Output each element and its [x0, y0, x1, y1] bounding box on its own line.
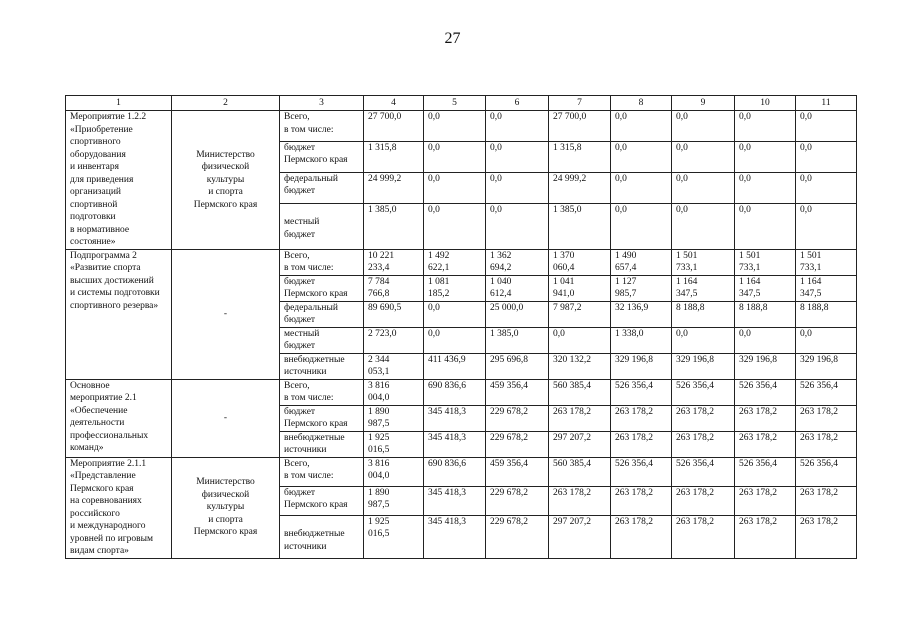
funding-source-cell — [280, 111, 364, 142]
page-number: 27 — [444, 30, 461, 47]
amount-cell: 0,0 — [549, 327, 611, 353]
amount-cell: 690 836,6 — [424, 457, 486, 486]
column-header: 2 — [172, 96, 280, 111]
amount-cell: 263 178,2 — [611, 515, 672, 558]
amount-cell: 526 356,4 — [672, 457, 735, 486]
amount-cell: 0,0 — [611, 203, 672, 249]
amount-cell: 1 041 941,0 — [549, 275, 611, 301]
amount-cell: 0,0 — [735, 141, 796, 172]
activity-name-line: команд» — [70, 443, 104, 453]
activity-name-line: оборудования — [70, 149, 126, 160]
activity-name-line: Подпрограмма 2 — [70, 250, 137, 261]
funding-source-line: Всего, — [284, 250, 310, 261]
activity-name-cell — [66, 111, 172, 250]
activity-name-line: организаций — [70, 187, 122, 197]
amount-cell: 263 178,2 — [672, 405, 735, 431]
table-row — [66, 249, 857, 275]
amount-cell: 297 207,2 — [549, 431, 611, 457]
amount-cell: 1 890 987,5 — [364, 405, 424, 431]
funding-source-line: бюджет — [284, 406, 316, 417]
amount-cell: 27 700,0 — [549, 111, 611, 142]
amount-cell: 0,0 — [486, 203, 549, 249]
funding-source-cell — [280, 353, 364, 379]
amount-cell: 526 356,4 — [611, 457, 672, 486]
activity-name-line: уровней по игровым — [70, 533, 154, 544]
amount-cell: 263 178,2 — [796, 431, 857, 457]
amount-cell: 295 696,8 — [486, 353, 549, 379]
amount-cell: 1 890 987,5 — [364, 486, 424, 515]
amount-cell: 411 436,9 — [424, 353, 486, 379]
amount-cell: 0,0 — [796, 327, 857, 353]
table-row — [66, 457, 857, 486]
executor-cell — [172, 249, 280, 379]
funding-source-cell — [280, 249, 364, 275]
funding-source-cell — [280, 203, 364, 249]
amount-cell: 329 196,8 — [796, 353, 857, 379]
funding-source-line: в том числе: — [284, 393, 334, 403]
amount-cell: 459 356,4 — [486, 379, 549, 405]
amount-cell: 1 501 733,1 — [672, 249, 735, 275]
amount-cell: 0,0 — [796, 203, 857, 249]
amount-cell: 297 207,2 — [549, 515, 611, 558]
funding-source-cell — [280, 379, 364, 405]
amount-cell: 0,0 — [672, 111, 735, 142]
amount-cell: 263 178,2 — [796, 405, 857, 431]
activity-name-line: Основное — [70, 380, 110, 391]
amount-cell: 526 356,4 — [796, 457, 857, 486]
activity-name-line: деятельности — [70, 418, 125, 428]
activity-name-line: на соревнованиях — [70, 496, 142, 506]
amount-cell: 263 178,2 — [796, 486, 857, 515]
funding-source-line: бюджет — [284, 142, 316, 153]
amount-cell: 263 178,2 — [735, 405, 796, 431]
funding-source-line: источники — [284, 445, 327, 455]
activity-name-line: «Развитие спорта — [70, 263, 141, 273]
amount-cell: 526 356,4 — [735, 457, 796, 486]
amount-cell: 345 418,3 — [424, 431, 486, 457]
amount-cell: 263 178,2 — [735, 431, 796, 457]
amount-cell: 1 492 622,1 — [424, 249, 486, 275]
funding-source-line: федеральный — [284, 173, 338, 184]
funding-source-line: в том числе: — [284, 471, 334, 481]
funding-source-cell — [280, 301, 364, 327]
amount-cell: 1 164 347,5 — [735, 275, 796, 301]
amount-cell: 8 188,8 — [672, 301, 735, 327]
activity-name-line: мероприятие 2.1 — [70, 393, 137, 403]
amount-cell: 0,0 — [424, 111, 486, 142]
funding-source-line: бюджет — [284, 186, 316, 197]
amount-cell: 229 678,2 — [486, 431, 549, 457]
amount-cell: 25 000,0 — [486, 301, 549, 327]
funding-source-line: источники — [284, 541, 327, 552]
amount-cell: 0,0 — [735, 203, 796, 249]
amount-cell: 1 385,0 — [364, 203, 424, 249]
amount-cell: 0,0 — [796, 111, 857, 142]
executor-line: - — [223, 308, 228, 319]
funding-source-cell — [280, 515, 364, 558]
table-row — [66, 111, 857, 142]
amount-cell: 7 784 766,8 — [364, 275, 424, 301]
activity-name-line: подготовки — [70, 212, 116, 222]
executor-cell — [172, 111, 280, 250]
amount-cell: 0,0 — [424, 301, 486, 327]
funding-source-line: источники — [284, 367, 327, 377]
amount-cell: 345 418,3 — [424, 486, 486, 515]
funding-source-line: бюджет — [284, 276, 316, 287]
amount-cell: 263 178,2 — [672, 515, 735, 558]
amount-cell: 263 178,2 — [549, 486, 611, 515]
amount-cell: 0,0 — [672, 203, 735, 249]
amount-cell: 320 132,2 — [549, 353, 611, 379]
activity-name-line: для приведения — [70, 174, 134, 185]
amount-cell: 263 178,2 — [611, 405, 672, 431]
amount-cell: 27 700,0 — [364, 111, 424, 142]
amount-cell: 263 178,2 — [796, 515, 857, 558]
table-row — [66, 379, 857, 405]
amount-cell: 0,0 — [672, 141, 735, 172]
funding-source-line: внебюджетные — [284, 354, 345, 365]
amount-cell: 0,0 — [611, 172, 672, 203]
amount-cell: 329 196,8 — [672, 353, 735, 379]
budget-table — [65, 95, 857, 559]
amount-cell: 1 385,0 — [549, 203, 611, 249]
funding-source-cell — [280, 405, 364, 431]
executor-line: - — [223, 412, 228, 423]
column-header: 1 — [66, 96, 172, 111]
executor-line: физической — [201, 162, 250, 172]
amount-cell: 329 196,8 — [611, 353, 672, 379]
executor-line: и спорта — [208, 187, 243, 197]
executor-line: культуры — [206, 174, 245, 185]
activity-name-line: «Представление — [70, 471, 136, 481]
executor-cell — [172, 457, 280, 558]
amount-cell: 0,0 — [735, 111, 796, 142]
column-header: 7 — [549, 96, 611, 111]
amount-cell: 263 178,2 — [735, 486, 796, 515]
amount-cell: 1 315,8 — [364, 141, 424, 172]
funding-source-cell — [280, 486, 364, 515]
amount-cell: 560 385,4 — [549, 379, 611, 405]
amount-cell: 263 178,2 — [549, 405, 611, 431]
amount-cell: 3 816 004,0 — [364, 379, 424, 405]
amount-cell: 8 188,8 — [735, 301, 796, 327]
amount-cell: 0,0 — [735, 172, 796, 203]
funding-source-line: Пермского края — [284, 289, 348, 299]
amount-cell: 0,0 — [424, 327, 486, 353]
funding-source-line: бюджет — [284, 229, 316, 240]
executor-line: культуры — [206, 502, 245, 513]
amount-cell: 24 999,2 — [364, 172, 424, 203]
amount-cell: 690 836,6 — [424, 379, 486, 405]
executor-line: Министерство — [196, 477, 255, 488]
amount-cell: 0,0 — [424, 141, 486, 172]
activity-name-line: «Обеспечение — [70, 405, 128, 416]
funding-source-line: внебюджетные — [284, 529, 345, 540]
amount-cell: 1 164 347,5 — [672, 275, 735, 301]
amount-cell: 1 370 060,4 — [549, 249, 611, 275]
amount-cell: 1 164 347,5 — [796, 275, 857, 301]
amount-cell: 89 690,5 — [364, 301, 424, 327]
activity-name-line: «Приобретение — [70, 124, 133, 135]
activity-name-cell — [66, 379, 172, 457]
amount-cell: 8 188,8 — [796, 301, 857, 327]
activity-name-line: и инвентаря — [70, 162, 119, 172]
amount-cell: 526 356,4 — [611, 379, 672, 405]
amount-cell: 229 678,2 — [486, 515, 549, 558]
amount-cell: 32 136,9 — [611, 301, 672, 327]
amount-cell: 229 678,2 — [486, 486, 549, 515]
funding-source-line: Пермского края — [284, 419, 348, 429]
amount-cell: 2 723,0 — [364, 327, 424, 353]
funding-source-line: бюджет — [284, 487, 316, 498]
amount-cell: 1 338,0 — [611, 327, 672, 353]
funding-source-cell — [280, 275, 364, 301]
amount-cell: 263 178,2 — [672, 486, 735, 515]
amount-cell: 0,0 — [486, 111, 549, 142]
amount-cell: 1 362 694,2 — [486, 249, 549, 275]
funding-source-line: бюджет — [284, 315, 316, 325]
executor-line: физической — [201, 489, 250, 500]
amount-cell: 0,0 — [486, 172, 549, 203]
column-header: 5 — [424, 96, 486, 111]
funding-source-line: Всего, — [284, 380, 310, 391]
amount-cell: 263 178,2 — [672, 431, 735, 457]
amount-cell: 263 178,2 — [611, 486, 672, 515]
amount-cell: 345 418,3 — [424, 515, 486, 558]
amount-cell: 0,0 — [672, 327, 735, 353]
funding-source-cell — [280, 457, 364, 486]
activity-name-line: состояние» — [70, 237, 116, 247]
amount-cell: 0,0 — [424, 172, 486, 203]
amount-cell: 345 418,3 — [424, 405, 486, 431]
funding-source-line: в том числе: — [284, 124, 334, 135]
activity-name-line: российского — [70, 508, 120, 519]
amount-cell: 526 356,4 — [735, 379, 796, 405]
amount-cell: 0,0 — [796, 141, 857, 172]
activity-name-line: спортивной — [70, 199, 118, 210]
activity-name-cell — [66, 249, 172, 379]
funding-source-line: федеральный — [284, 302, 338, 313]
column-header: 10 — [735, 96, 796, 111]
funding-source-line — [284, 204, 359, 217]
amount-cell: 526 356,4 — [796, 379, 857, 405]
amount-cell: 2 344 053,1 — [364, 353, 424, 379]
amount-cell: 229 678,2 — [486, 405, 549, 431]
amount-cell: 7 987,2 — [549, 301, 611, 327]
activity-name-cell — [66, 457, 172, 558]
amount-cell: 560 385,4 — [549, 457, 611, 486]
header-row — [66, 96, 857, 111]
activity-name-line: и международного — [70, 521, 146, 531]
activity-name-line: в нормативное — [70, 224, 130, 235]
amount-cell: 0,0 — [735, 327, 796, 353]
amount-cell: 1 501 733,1 — [735, 249, 796, 275]
funding-source-cell — [280, 172, 364, 203]
funding-source-line: местный — [284, 328, 320, 339]
funding-source-line: внебюджетные — [284, 432, 345, 443]
column-header: 4 — [364, 96, 424, 111]
executor-line: Пермского края — [193, 199, 258, 210]
column-header: 9 — [672, 96, 735, 111]
activity-name-line: высших достижений — [70, 275, 154, 286]
activity-name-line: Мероприятие 1.2.2 — [70, 112, 147, 122]
funding-source-cell — [280, 327, 364, 353]
activity-name-line: спортивного — [70, 137, 121, 147]
column-header: 3 — [280, 96, 364, 111]
amount-cell: 1 925 016,5 — [364, 431, 424, 457]
amount-cell: 1 925 016,5 — [364, 515, 424, 558]
amount-cell: 1 040 612,4 — [486, 275, 549, 301]
column-header: 8 — [611, 96, 672, 111]
executor-line: Пермского края — [193, 527, 258, 538]
activity-name-line: видам спорта» — [70, 546, 129, 556]
executor-line: и спорта — [208, 514, 243, 525]
funding-source-line: в том числе: — [284, 263, 334, 273]
amount-cell: 1 501 733,1 — [796, 249, 857, 275]
amount-cell: 24 999,2 — [549, 172, 611, 203]
amount-cell: 0,0 — [486, 141, 549, 172]
amount-cell: 1 385,0 — [486, 327, 549, 353]
amount-cell: 0,0 — [611, 111, 672, 142]
amount-cell: 0,0 — [424, 203, 486, 249]
executor-line: Министерство — [196, 149, 255, 160]
amount-cell: 10 221 233,4 — [364, 249, 424, 275]
funding-source-line: Всего, — [284, 458, 310, 469]
funding-source-line — [284, 516, 359, 529]
amount-cell: 1 081 185,2 — [424, 275, 486, 301]
funding-source-cell — [280, 431, 364, 457]
activity-name-line: Пермского края — [70, 483, 134, 494]
activity-name-line: и системы подготовки — [70, 288, 160, 298]
amount-cell: 0,0 — [672, 172, 735, 203]
funding-source-line: Пермского края — [284, 500, 348, 511]
executor-cell — [172, 379, 280, 457]
amount-cell: 329 196,8 — [735, 353, 796, 379]
funding-source-cell — [280, 141, 364, 172]
funding-source-line: Всего, — [284, 112, 310, 122]
column-header: 6 — [486, 96, 549, 111]
amount-cell: 526 356,4 — [672, 379, 735, 405]
funding-source-line: Пермского края — [284, 155, 348, 166]
amount-cell: 1 315,8 — [549, 141, 611, 172]
amount-cell: 263 178,2 — [611, 431, 672, 457]
amount-cell: 263 178,2 — [735, 515, 796, 558]
amount-cell: 1 127 985,7 — [611, 275, 672, 301]
funding-source-line: местный — [284, 217, 320, 228]
amount-cell: 459 356,4 — [486, 457, 549, 486]
activity-name-line: спортивного резерва» — [70, 300, 159, 311]
amount-cell: 3 816 004,0 — [364, 457, 424, 486]
activity-name-line: профессиональных — [70, 430, 149, 441]
funding-source-line: бюджет — [284, 341, 316, 351]
amount-cell: 0,0 — [796, 172, 857, 203]
amount-cell: 0,0 — [611, 141, 672, 172]
activity-name-line: Мероприятие 2.1.1 — [70, 458, 147, 469]
amount-cell: 1 490 657,4 — [611, 249, 672, 275]
column-header: 11 — [796, 96, 857, 111]
